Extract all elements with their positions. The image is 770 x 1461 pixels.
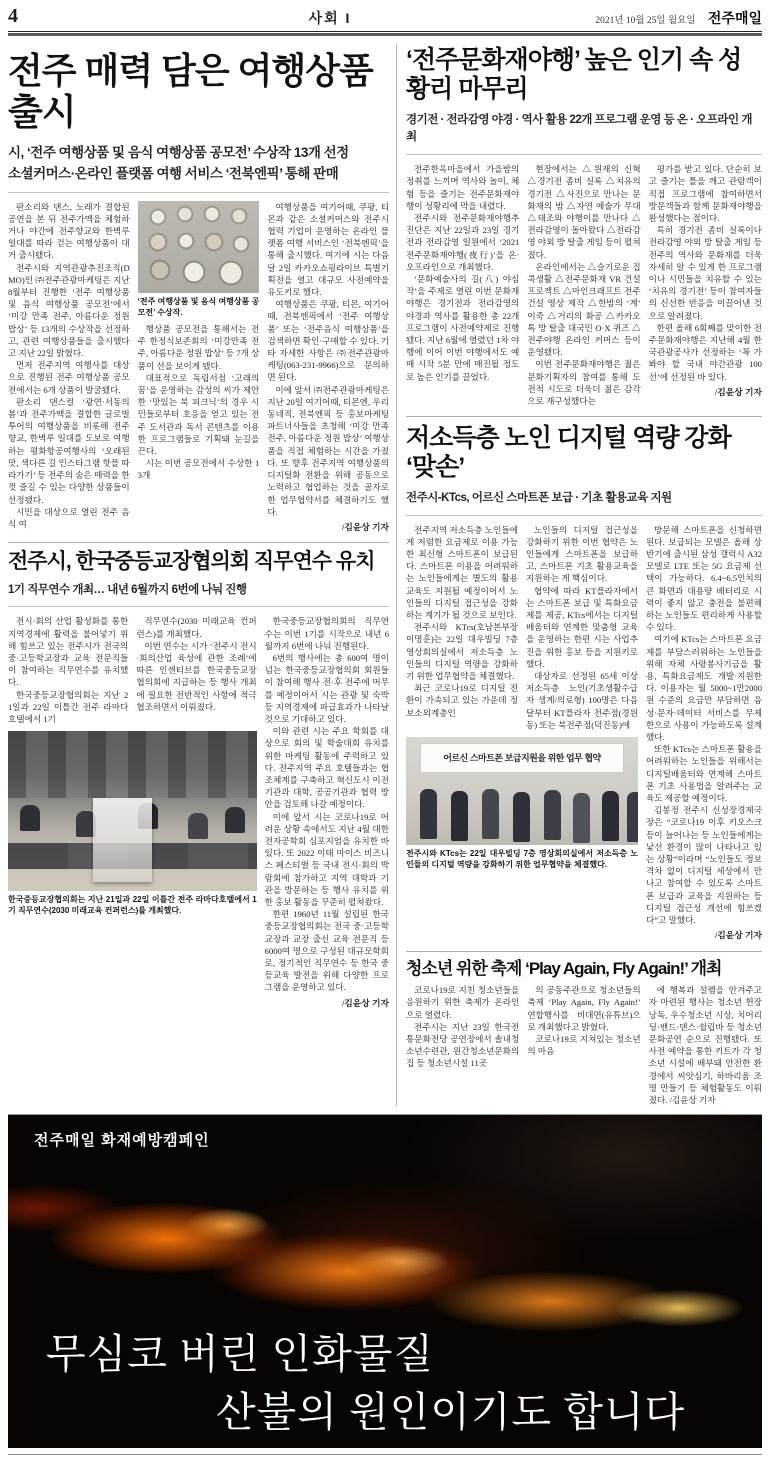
article-body [8, 615, 389, 1009]
body-col-1: 전주한옥마을에서 가을밤의 정취를 느끼며 역사와 놀이, 체험 등을 즐기는 전주문화재야행이 성황리에 막을 내렸다. 전주시와 전주문화재야행추진단은 지난 22일과 23일 경기전과 전라감영 일원에서 ‘2021 전주문화재야행(夜行)’을 온·오프라인으로 개최했다. ‘문화예술사의 길(八) 야심작’을 주제로 열린 이번 문화재야행은 경기전과 전라감영의 야경과 역사를 활용한 총 22개 프로그램이 사전예약제로 진행됐다. 지난 6월에 열렸던 1차 야행에 이어 이번 야행에서도 예매 시작 5분 만에 매진될 정도로 높은 인기를 끌었다. [406, 164, 520, 382]
campaign-slogan-line-2: 산불의 원인이기도 합니다 [216, 1389, 686, 1436]
photo-caption: ‘전주 여행상품 및 음식 여행상품 공모전’ 수상작. [137, 296, 260, 317]
body-col-3 [267, 201, 389, 534]
article-divider [406, 416, 762, 417]
campaign-slogan-line-1: 무심코 버린 인화물질 [46, 1331, 434, 1378]
article-divider [406, 951, 762, 952]
article-digital [406, 424, 762, 942]
article-subhead: 전주시-KTcs, 어르신 스마트폰 보급 · 기초 활용교육 지원 [406, 491, 672, 504]
subhead-rule [8, 192, 389, 193]
mou-banner: 어르신 스마트폰 보급지원을 위한 업무 협약 [420, 743, 624, 773]
subhead-rule [406, 154, 762, 155]
byline: /김윤상 기자 [341, 521, 390, 532]
body-left-group [8, 615, 257, 1009]
body-col-3-text: 방문해 스마트폰을 신청하면 된다. 보급되는 모델은 올해 상반기에 출시된 삼성 갤럭시 A32모델로 LTE 또는 5G 요금제 선택이 가능하다. 6.4~6.5인치의 큰 화면과 대용량 배터리로 시력이 좋지 않고 충전을 불편해 하는 노인들도 편리하게 사용할 수 있다. 여기에 KTcs는 스마트폰 요금제를 부담스러워하는 노인들을 위해 자체 사랑봉사기금을 활용, 특화요금제도 개발·지원한다. 이용자는 월 5000~1만2000원 수준의 요금만 부담하면 음성·문자·데이터 서비스를 무제한으로 사용이 가능하도록 설계했다. 또한 KTcs는 스마트폰 활용을 어려워하는 노인들을 위해서는 디지털배움터와 연계해 스마트폰 기초 사용법을 알려주는 교육도 제공할 예정이다. 김봉정 전주시 신성장경제국장은 “코로나19 이후 키오스크 등이 늘어나는 등 노인들에게는 낯선 환경이 많이 나타나고 있는 상황”이라며 “노인들도 정보격차 없이 디지털 세상에서 만나고 참여할 수 있도록 스마트폰 보급과 교육을 지원하는 등 디지털 접근성 개선에 힘쓰겠다”고 말했다. [646, 524, 762, 925]
body-col-2-text: 행상품 공모전을 통해서는 전주 한정식보존회의 ‘미강만족 전주, 아름다운 정원 밥상’ 등 7개 상품이 선을 보이게 됐다. 대표적으로 독립서점 ‘고래의 꿈’을 운영하는 감성의 씨가 제안한 ‘맛있는 북 피크닉’의 경우 시민들로부터 호응을 얻고 있는 전주 도서관과 독서 콘텐츠를 이용한 프로그램들로 기획돼 눈길을 끈다. 시는 이번 공모전에서 수상한 13개 [137, 324, 260, 481]
article-subhead [8, 143, 389, 185]
photo-wall-panels [8, 731, 257, 798]
photo-attendees [20, 805, 40, 831]
body-col-3-text: 여행상품을 여기어때, 쿠팡, 티몬과 같은 소셜커머스와 전주시 협력 기업이 운영하는 온라인 플랫폼 여행 서비스인 ‘전북엔픽’을 통해 출시했다. 여기에 시는 다음 달 2일 카카오쇼핑라이브 특별기획전을 열고 대규모 사전예약을 유도키로 했다. 여행상품은 쿠팡, 티몬, 여기어때, 전북엔픽에서 ‘전주 여행상품’ 또는 ‘전주음식 여행상품’을 검색하면 확인·구매할 수 있다. 기타 자세한 사항은 ㈜전주관광마케팅(063-231-9966)으로 문의하면 된다. 이에 앞서 ㈜전주관광마케팅은 지난 20일 여기어때, 티몬엔, 우리동네직, 전북엔픽 등 홍보마케팅 파트너사들을 초청해 ‘미강 만족 전주, 아름다운 정원 밥상’ 여행상품을 직접 체험하는 시간을 가졌다. 또 향후 전주지역 여행상품의 디지털화 전환을 위해 공동으로 노력하고 협업하는 것을 골자로 한 업무협약서를 체결하기도 했다. [267, 201, 390, 517]
article-subhead: 1기 직무연수 개최… 내년 6월까지 6번에 나눠 진행 [8, 583, 247, 596]
byline: /김윤상 기자 [714, 930, 762, 941]
body-col-2: 현장에서는 △원재의 신혁 △경기전 좀비 실록 △치유의 경기전 △사진으로 만나는 문화재의 밤 △자연 예술가 무대 △태조와 야행이를 만나다 △전라감영이 돌아왔다 △전라감영 야외 방 탈출 게임 등이 펼쳐졌다. 온라인에서는 △슬기로운 집콕생활 △전주문화재 VR 건설 프로젝트 △마인크래프트 전주 건설 영상 제작 △한밤의 ‘계’ 이죽 △거리의 화공 △카카오톡 방 탈출 대국민 O·X 퀴즈 △전주야행 온라인 커머스 등이 운영됐다. 이번 전주문화재야행은 젊은 문화기획자의 참여를 통해 도전적 시도로 더욱더 젊은 감각으로 재구성했다는 [527, 164, 641, 406]
header-rule [8, 31, 762, 36]
body-col-2: 의 공동주관으로 청소년들의 축제 ‘Play Again, Fly Again!’ 연합행사를 비대면(유튜브)으로 개최했다고 밝혔다. 코로나19로 지쳐있는 청소년의 마음 [527, 985, 641, 1057]
article-body [406, 163, 762, 407]
main-content [8, 44, 762, 1106]
body-col-3 [649, 163, 762, 407]
issue-date: 2021년 10월 25일 월요일 [595, 16, 696, 26]
section-title: 사회 I [308, 10, 352, 26]
page-number: 4 [8, 5, 18, 27]
byline: /김윤상 기자 [341, 997, 389, 1008]
article-headline: 청소년 위한 축제 ‘Play Again, Fly Again!’ 개최 [406, 958, 722, 978]
masthead-logo: 전주매일 [707, 10, 762, 26]
photo-caption: 한국중등교장협의회는 지난 21일과 22일 이틀간 전주 라마다호텔에서 1기 직무연수(2030 미래교육 컨퍼런스)를 개최했다. [8, 895, 257, 916]
article-training [8, 550, 389, 1009]
body-col-2 [138, 201, 260, 534]
article-headline: 전주 매력 담은 여행상품 출시 [8, 50, 373, 133]
right-column-group [396, 44, 762, 1106]
body-col-1: 코로나19로 지친 청소년들을 응원하기 위한 축제가 온라인으로 열렸다. 전주시는 지난 23일 한국전통문화전당 공연장에서 솔내청소년수련관, 원간청소년문화의집 등 청소년시설 11곳 [406, 985, 520, 1069]
page-header [8, 4, 762, 28]
body-col-3: 에 행복과 설렘을 안겨주고자 마련된 행사는 청소년 헌장 낭독, 우수청소년 시상, 치어리딩·밴드·댄스·쉴립바 등 청소년 문화공연 순으로 진행됐다. 또 사전 예약을 통한 키트가 각 청소년 시설에 배부돼 안전한 환경에서 씨앗심기, 하바리움 조명 만들기 등 체험활동도 이뤄졌다. /김윤상 기자 [648, 985, 762, 1106]
body-col-3-text: 한국중등교장협의회의 직무연수는 이번 1기를 시작으로 내년 6월까지 6번에 나눠 진행된다. 6번의 행사에는 총 600여 명이 넘는 한국중등교장협의회 회원들이 참여해 행사 전·후 전주에 머무를 예정이어서 시는 관광 및 숙박 등 지역경제에 파급효과가 나타날 것으로 기대하고 있다. 이와 관련 시는 주요 학회를 대상으로 회의 및 학술대회 유치를 위한 마케팅 활동에 주력하고 있다. 전주지역 주요 호텔들과는 협조체계를 구축하고 혁신도시 이전기관과 대학, 공공기관과 협력 방안을 검토해 나갈 예정이다. 이에 앞서 시는 코로나19로 어려운 상황 속에서도 지난 4월 대한전자공학회 심포지엄을 유치한 바 있다. 또 2022 이태 마이스 비즈니스 페스티벌 등 국내 전시·회의 박람회에 참가하고 지역 대학과 기관을 방문하는 등 행사 유치를 위한 홍보 활동을 꾸준히 펼쳐왔다. 한편 1960년 11월 설립된 한국중등교장협의회는 전국 중·고등학교장과 교장 출신 교육 전문직 등 6000여 명으로 구성된 대규모학회로, 정기적인 직무연수 등 한국 중등교육 발전을 위해 다양한 프로그램을 운영하고 있다. [264, 616, 389, 993]
photo-podium [93, 798, 153, 881]
subhead-rule [406, 515, 762, 516]
article-body [406, 984, 762, 1106]
photo-people-silhouettes [420, 789, 437, 839]
body-col-3 [265, 615, 389, 1009]
page-bottom-rule [8, 1454, 762, 1455]
body-col-3-text: 평가를 받고 있다. 단순히 보고 즐기는 틀을 깨고 관람객이 직접 프로그램에 참여하면서 방문객들과 함께 문화재야행을 완성했다는 점이다. 특히 경기전 좀비 실록이나 전라감영 야외 방 탈출 게임 등 전주의 역사와 문화재를 더욱 자세히 알 수 있게 한 프로그램이나 시민들을 치유할 수 있는 ‘치유의 경기전’ 등이 참여자들의 신선한 반응을 이끌어낸 것으로 알려졌다. 한편 올해 6회째를 맞이한 전주문화재야행은 지난해 4월 한국관광공사가 선정하는 ‘꼭 가봐야 할 국내 야간관광 100선’에 선정된 바 있다. [648, 164, 762, 382]
subhead-rule [8, 606, 389, 607]
subhead-line-1: 시, ‘전주 여행상품 및 음식 여행상품 공모전’ 수상작 13개 선정 [8, 144, 349, 160]
article-subhead: 경기전 · 전라감영 야경 · 역사 활용 22개 프로그램 운영 등 온 · 오프라인 개최 [406, 113, 752, 144]
body-left-group [406, 524, 638, 942]
body-col-1: 전주지역 저소득층 노인들에게 저렴한 요금제로 이용 가능한 최신형 스마트폰이 보급된다. 스마트폰 이용을 어려워하는 노인들에게는 별도의 활용교육도 지원될 예정이어서 노인들의 디지털 접근성을 강화하는 계기가 될 것으로 보인다. 전주시와 KTcs(호남본부장 이명훈)는 22일 대우빌딩 7층 영상회의실에서 저소득층 노인들의 디지털 역량을 강화하기 위한 업무협약을 체결했다. 최근 코로나19로 디지털 전환이 가속되고 있는 가운데 정보소외계층인 [406, 524, 518, 718]
body-col-2: 노인들의 디지털 접근성을 강화하기 위한 이번 협약은 노인들에게 스마트폰을 보급하고, 스마트폰 기초 활용교육을 지원하는 게 핵심이다. 협약에 따라 KT플라자에서는 스마트폰 보급 및 특화요금제를 제공, KTcs에서는 디지털배움터와 연계한 맞춤형 교육을 운영하는 한편 시는 사업추진을 위한 홍보 등을 지원키로 했다. 대상자로 선정된 65세 이상 저소득층 노인(기초생활수급자 생계/의료형) 100명은 다음 달부터 KT플라자 전주점(경원동) 또는 북전주점(덕진동)에 [526, 524, 638, 730]
subhead-line-2: 소셜커머스·온라인 플랫폼 여행 서비스 ‘전북엔픽’ 통해 판매 [8, 165, 339, 181]
body-col-3 [646, 524, 762, 942]
fire-prevention-campaign [8, 1114, 762, 1448]
article-body [8, 201, 389, 534]
article-festival [406, 959, 762, 1107]
campaign-label: 전주매일 화재예방캠페인 [34, 1132, 210, 1150]
mou-signing-photo [406, 737, 638, 845]
body-col-1: 판소리와 댄스, 노래가 결합된 공연을 본 뒤 전주가맥을 체험하거나 야간에 전주향교와 한벽루 일대를 따라 걷는 여행상품이 대거 출시됐다. 전주시와 지역관광추진조직(DMO)인 ㈜전주관광마케팅은 지난 8월부터 진행한 ‘전주 여행상품 및 음식 여행상품 공모전’에서 ‘미강 만족 전주, 아름다운 정원 밥상’ 등 13개의 수상작을 선정하고, 관련 여행상품들을 출시했다고 지난 22일 밝혔다. 먼저 전주지역 여행사를 대상으로 진행된 전주 여행상품 공모전에서는 6개 상품이 발굴됐다. 판소리 댄스컬 ‘광연·서동의 봄’과 전주가맥을 결합한 글로벌투어의 여행상품을 비롯해 전주향교, 한벽루 일대를 도보로 여행하는 평화항공여행사의 ‘오래된 맛, 색다른 길 인스타그램 핫플 따라가기’ 등 전주의 숨은 매력을 한껏 즐길 수 있는 다양한 상품들이 선정됐다. 시민을 대상으로 열린 전주 음식 여 [8, 201, 130, 529]
body-text-cols [406, 524, 638, 731]
article-travel [8, 50, 389, 533]
article-headline: 저소득층 노인 디지털 역량 강화 ‘맞손’ [406, 424, 731, 481]
article-headline: ‘전주문화재야행’ 높은 인기 속 성황리 마무리 [406, 46, 742, 103]
conference-photo [8, 731, 257, 891]
byline: /김윤상 기자 [714, 386, 762, 397]
photo-caption: 전주시와 KTcs는 22일 대우빌딩 7층 영상회의실에서 저소득층 노인들의 디지털 역량을 강화하기 위한 업무협약을 체결했다. [406, 848, 638, 870]
article-body [406, 524, 762, 942]
article-yahaeng [406, 46, 762, 407]
body-col-1: 전시·회의 산업 활성화를 통한 지역경제에 활력을 불어넣기 위해 힘쓰고 있는 전주시가 전국의 중·고등학교장과 교육 전문직들이 참여하는 직무연수를 유치했다. 한국중등교장협의회는 지난 21일과 22일 이틀간 전주 라마다호텔에서 1기 [8, 616, 129, 724]
article-divider [8, 542, 389, 543]
article-headline: 전주시, 한국중등교장협의회 직무연수 유치 [8, 550, 375, 574]
body-col-2: 직무연수(2030 미래교육 컨퍼런스)를 개최했다. 이번 연수는 시가 ‘전주시 전시·회의산업 육성에 관한 조례’에 따른 인센티브를 한국중등교장협의회에 지급하는 등 행사 개최에 필요한 전반적인 사항에 적극 협조하면서 이뤄졌다. [136, 616, 257, 712]
header-right [532, 8, 762, 28]
body-text-cols [8, 615, 257, 725]
left-column-group [8, 44, 396, 1106]
food-tray-photo [138, 201, 260, 293]
